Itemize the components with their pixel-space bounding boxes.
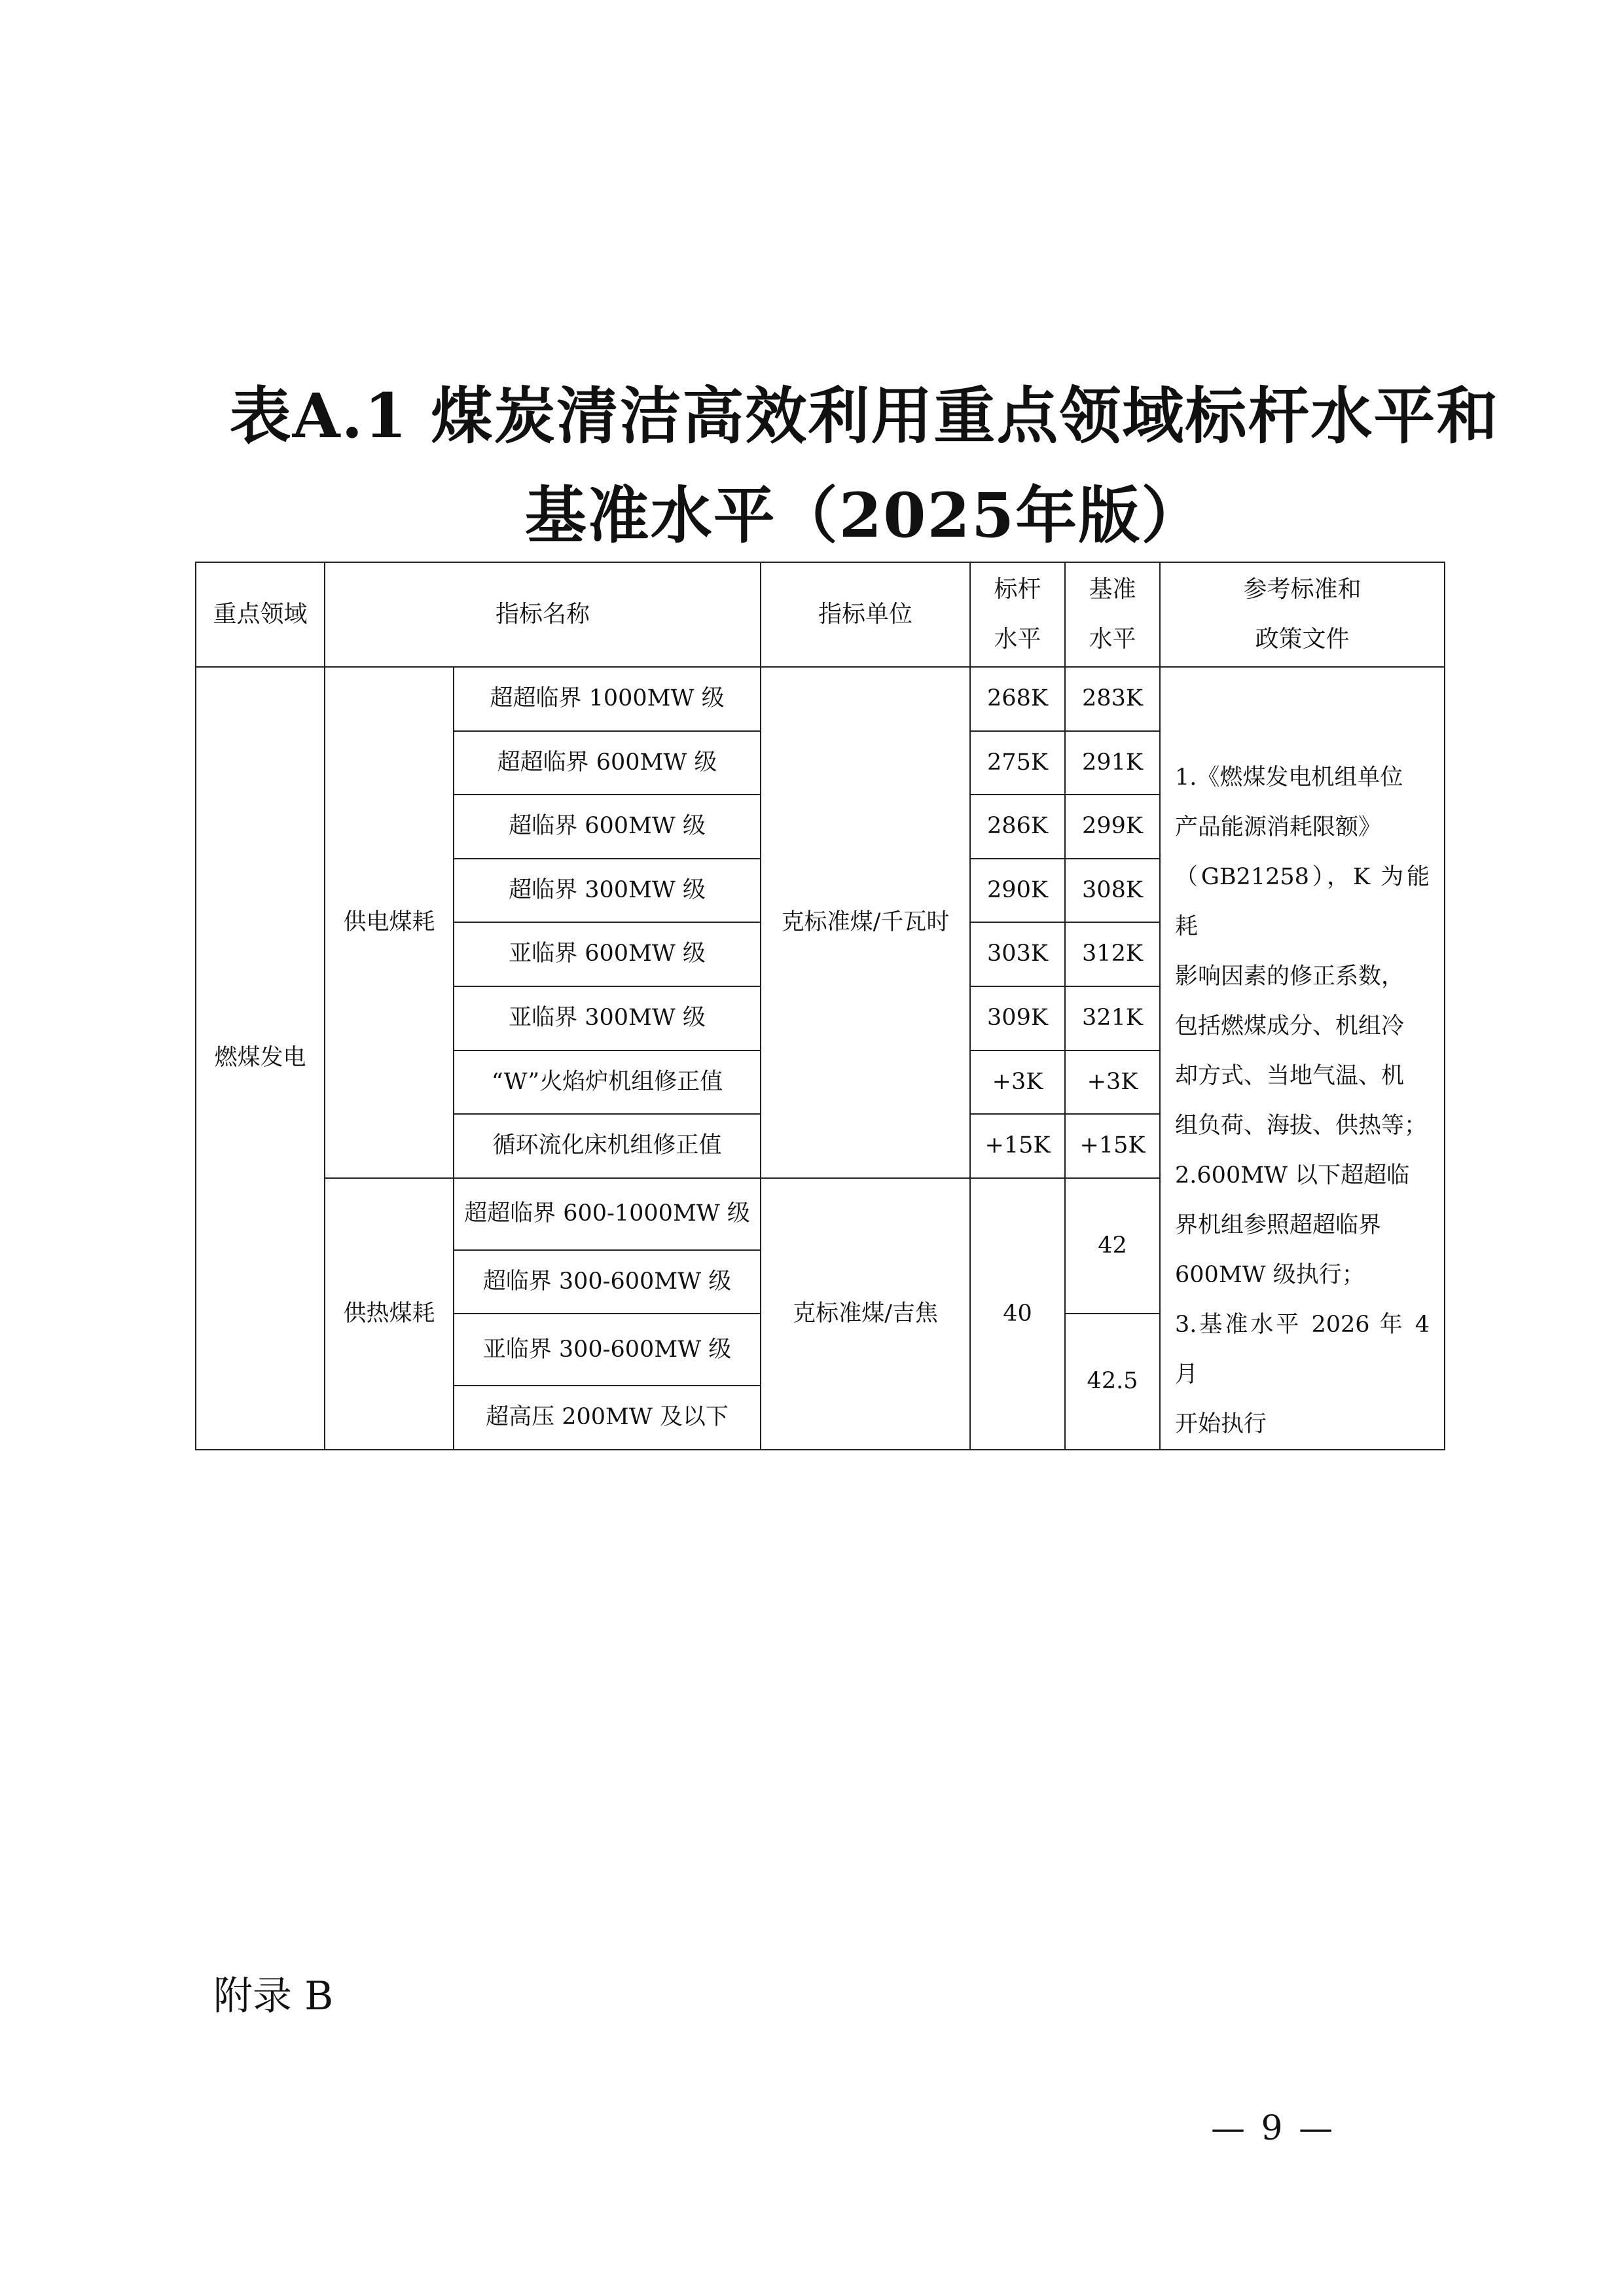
benchmark-cell: 290K — [970, 859, 1065, 923]
benchmark-cell: +3K — [970, 1050, 1065, 1115]
indicator-name-cell: 超临界 300MW 级 — [454, 859, 761, 923]
note-line: 开始执行 — [1175, 1411, 1267, 1437]
header-baseline-line-1: 基准 — [1089, 576, 1136, 603]
indicator-name-cell: “W”火焰炉机组修正值 — [454, 1050, 761, 1115]
header-unit: 指标单位 — [761, 562, 970, 667]
benchmark-cell: 275K — [970, 731, 1065, 795]
baseline-cell: 42.5 — [1065, 1314, 1160, 1450]
baseline-cell: 299K — [1065, 795, 1160, 859]
header-reference-line-1: 参考标准和 — [1243, 576, 1362, 603]
header-baseline-line-2: 水平 — [1089, 626, 1136, 653]
table-title-line-1: 表A.1 煤炭清洁高效利用重点领域标杆水平和 — [229, 380, 1500, 452]
header-domain: 重点领域 — [196, 562, 325, 667]
group-name-cell: 供热煤耗 — [325, 1178, 454, 1450]
header-row — [196, 562, 1445, 667]
indicator-name-cell: 亚临界 300-600MW 级 — [454, 1314, 761, 1386]
baseline-cell: 42 — [1065, 1178, 1160, 1314]
indicator-name-cell: 超临界 300-600MW 级 — [454, 1250, 761, 1314]
note-line: 却方式、当地气温、机 — [1175, 1063, 1405, 1089]
header-benchmark-line-1: 标杆 — [994, 576, 1041, 603]
note-line: 组负荷、海拔、供热等； — [1175, 1113, 1428, 1139]
reference-notes-cell — [1160, 667, 1445, 1450]
header-reference-line-2: 政策文件 — [1255, 626, 1350, 653]
baseline-cell: +3K — [1065, 1050, 1160, 1115]
baseline-cell: 291K — [1065, 731, 1160, 795]
page-number: — 9 — — [1211, 2109, 1336, 2148]
note-line: （GB21258），K 为能耗 — [1175, 864, 1430, 940]
unit-cell: 克标准煤/吉焦 — [761, 1178, 970, 1450]
benchmark-cell: 303K — [970, 922, 1065, 986]
group-name-cell: 供电煤耗 — [325, 667, 454, 1178]
indicator-name-cell: 超超临界 1000MW 级 — [454, 667, 761, 731]
benchmark-cell: 40 — [970, 1178, 1065, 1450]
unit-cell: 克标准煤/千瓦时 — [761, 667, 970, 1178]
table-title-line-2: 基准水平（2025年版） — [524, 480, 1204, 552]
baseline-cell: 312K — [1065, 922, 1160, 986]
benchmark-table — [195, 562, 1445, 1450]
benchmark-cell: 309K — [970, 986, 1065, 1050]
note-line: 600MW 级执行； — [1175, 1262, 1365, 1288]
indicator-name-cell: 超超临界 600-1000MW 级 — [454, 1178, 761, 1250]
note-line: 3.基准水平 2026 年 4 月 — [1175, 1312, 1430, 1388]
baseline-cell: 283K — [1065, 667, 1160, 731]
note-line: 产品能源消耗限额》 — [1175, 814, 1382, 840]
header-benchmark-line-2: 水平 — [994, 626, 1041, 653]
table-row — [196, 667, 1445, 731]
baseline-cell: 321K — [1065, 986, 1160, 1050]
baseline-cell: 308K — [1065, 859, 1160, 923]
baseline-cell: +15K — [1065, 1114, 1160, 1178]
benchmark-cell: 286K — [970, 795, 1065, 859]
appendix-label: 附录 B — [213, 1973, 334, 2019]
note-line: 2.600MW 以下超超临 — [1175, 1162, 1410, 1189]
indicator-name-cell: 亚临界 300MW 级 — [454, 986, 761, 1050]
note-line: 影响因素的修正系数， — [1175, 963, 1405, 990]
benchmark-cell: 268K — [970, 667, 1065, 731]
header-indicator-name: 指标名称 — [325, 562, 761, 667]
header-benchmark — [970, 562, 1065, 667]
indicator-name-cell: 超高压 200MW 及以下 — [454, 1386, 761, 1450]
benchmark-cell: +15K — [970, 1114, 1065, 1178]
note-line: 1.《燃煤发电机组单位 — [1175, 764, 1403, 791]
note-line: 界机组参照超超临界 — [1175, 1212, 1382, 1238]
header-baseline — [1065, 562, 1160, 667]
indicator-name-cell: 亚临界 600MW 级 — [454, 922, 761, 986]
domain-cell: 燃煤发电 — [196, 667, 325, 1450]
indicator-name-cell: 超超临界 600MW 级 — [454, 731, 761, 795]
note-line: 包括燃煤成分、机组冷 — [1175, 1013, 1405, 1039]
header-reference — [1160, 562, 1445, 667]
indicator-name-cell: 超临界 600MW 级 — [454, 795, 761, 859]
indicator-name-cell: 循环流化床机组修正值 — [454, 1114, 761, 1178]
